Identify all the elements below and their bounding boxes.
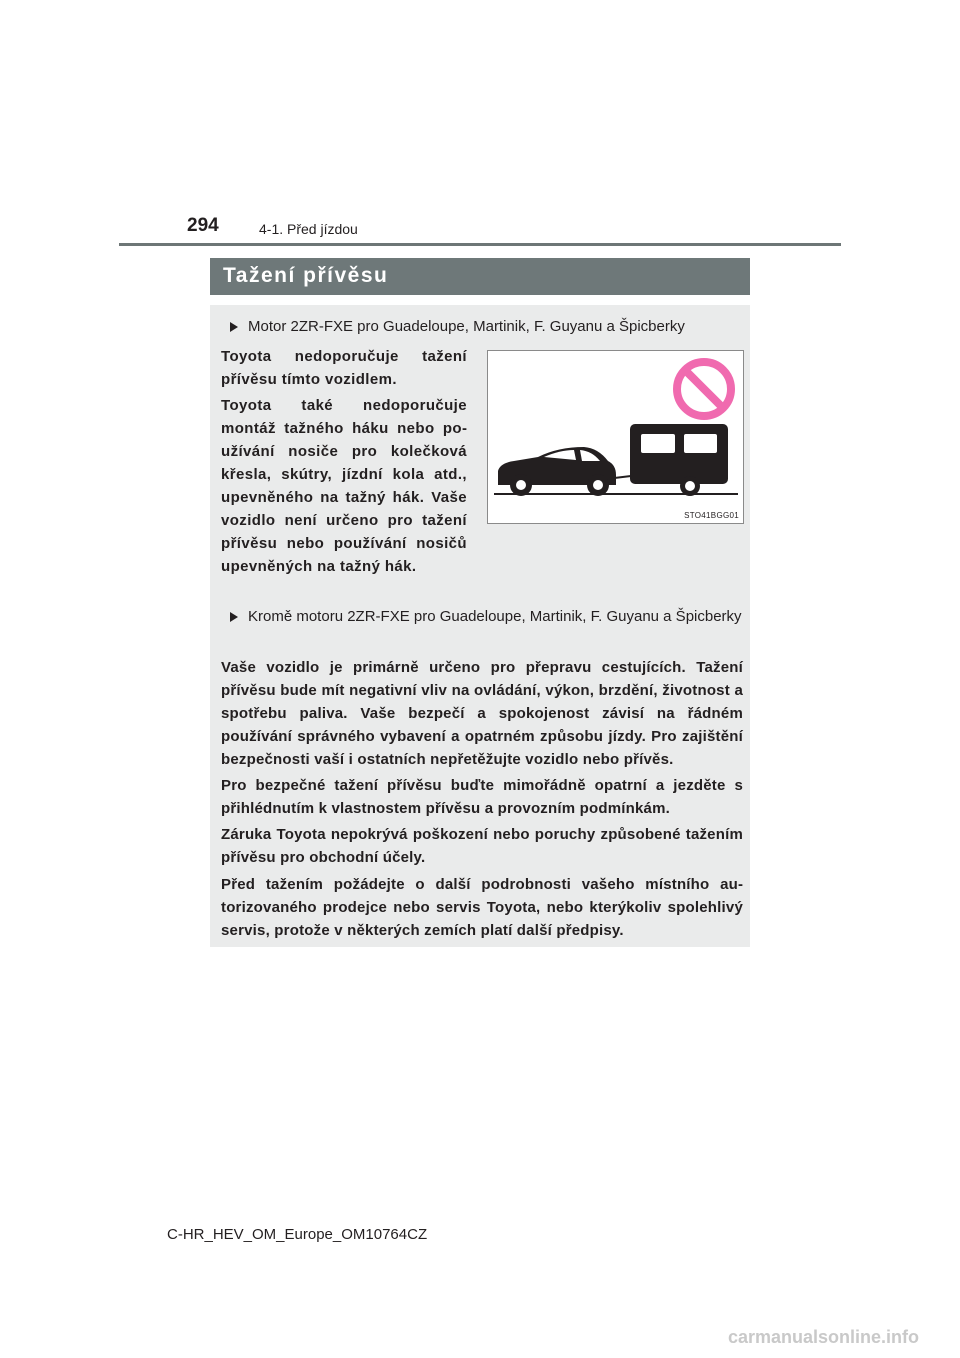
bullet-item	[230, 316, 744, 338]
page-number: 294	[187, 215, 219, 236]
section-label: 4-1. Před jízdou	[259, 221, 358, 237]
header-rule	[119, 243, 841, 246]
footer-doc-code: C-HR_HEV_OM_Europe_OM10764CZ	[167, 1226, 428, 1243]
bullet-text: Motor 2ZR-FXE pro Guadeloupe, Martinik, F. Guyanu a Špicberky	[248, 318, 685, 335]
figure-towing-prohibited	[487, 350, 744, 524]
side-paragraph: Toyota také nedoporučuje montáž tažného háku nebo používání nosiče pro kolečková křesla, skútry, jízdní kola atd., upevněného na tažný hák. Vaše vozidlo není určeno pro tažení přívěsu nebo používání nosičů upevněných na tažný hák.	[221, 397, 467, 575]
bullet-item	[230, 606, 744, 628]
content-box	[210, 305, 750, 947]
figure-code: STO41BGG01	[684, 511, 739, 520]
paragraph: Pro bezpečné tažení přívěsu buďte mimořádně opatrní a jezděte s přihlédnutím k vlastnostem přívěsu a provozním podmínkám.	[221, 777, 743, 817]
side-paragraph: Toyota nedoporučuje tažení přívěsu tímto vozidlem.	[221, 348, 467, 388]
prohibited-icon	[677, 362, 731, 416]
trailer-icon	[606, 424, 728, 496]
car-icon	[498, 447, 616, 496]
watermark: carmanualsonline.info	[728, 1327, 920, 1347]
paragraph: Před tažením požádejte o další podrobnosti vašeho místního autorizovaného prodejce nebo servis Toyota, nebo kterýkoliv spolehlivý servis, protože v některých zemích platí další předpisy.	[221, 876, 743, 939]
paragraph: Vaše vozidlo je primárně určeno pro přepravu cestujících. Tažení přívěsu bude mít negativní vliv na ovládání, výkon, brzdění, životnost a spotřebu paliva. Vaše bezpečí a spokojenost závisí na řádném používání správného vybavení a opatrném způsobu jízdy. Pro zajištění bezpečnosti vaší i ostatních nepřetěžujte vozidlo nebo přívěs.	[221, 659, 743, 768]
page-title: Tažení přívěsu	[223, 264, 389, 287]
triangle-bullet-icon	[230, 322, 238, 332]
title-bar	[210, 258, 750, 295]
paragraph: Záruka Toyota nepokrývá poškození nebo poruchy způsobené tažením přívěsu pro obchodní účely.	[221, 826, 743, 866]
bullet-text: Kromě motoru 2ZR-FXE pro Guadeloupe, Martinik, F. Guyanu a Špicberky	[248, 608, 742, 625]
triangle-bullet-icon	[230, 612, 238, 622]
